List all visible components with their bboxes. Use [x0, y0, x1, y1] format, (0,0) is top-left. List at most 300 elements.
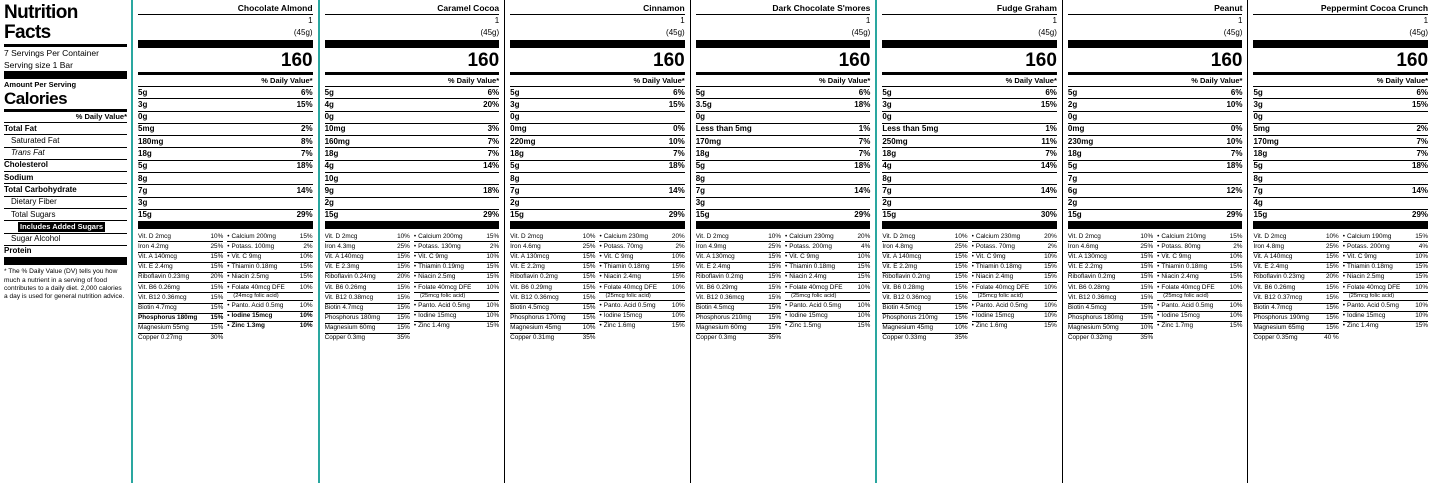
serving-size: Serving size 1 Bar: [4, 60, 73, 70]
micro-row: [1068, 242, 1153, 252]
micro-percent: 10%: [299, 283, 313, 291]
value-cholesterol: [696, 124, 871, 136]
micros-right: [599, 232, 684, 343]
micro-percent: 15%: [1229, 273, 1243, 281]
micro-percent: 15%: [954, 314, 968, 322]
micro-name: • Zinc 1.4mg: [1343, 322, 1379, 331]
amount: 5g: [695, 87, 706, 97]
micro-percent: 4%: [861, 242, 871, 250]
micro-name: Vit. E 2.4mg: [695, 263, 731, 271]
micro-row: [510, 263, 595, 273]
amount: 5g: [695, 161, 706, 171]
micro-name: • Vit. C 9mg: [414, 253, 448, 262]
value-protein: [1068, 210, 1243, 229]
micro-name: Riboflavin 0.2mg: [695, 273, 744, 281]
percent: 14%: [668, 185, 685, 195]
micro-percent: 20%: [210, 273, 224, 281]
variant-servings: 1: [1238, 16, 1243, 25]
value-total-sugars: [510, 173, 685, 185]
micro-name: • Niacin 2.4mg: [1157, 273, 1199, 282]
variant-title: Caramel Cocoa: [325, 3, 500, 15]
micronutrients: [696, 229, 871, 343]
amount: 5g: [138, 87, 148, 97]
divider-bar: [510, 40, 685, 48]
micros-left: [696, 232, 781, 343]
micro-percent: 15%: [954, 283, 968, 291]
micro-percent: 15%: [397, 252, 410, 260]
micro-percent: 40 %: [1324, 334, 1339, 342]
micro-percent: 15%: [768, 263, 782, 271]
value-total-sugars: [696, 173, 871, 185]
micro-row: [510, 334, 595, 343]
micro-name: • Niacin 2.5mg: [414, 273, 456, 282]
value-added-sugars: [510, 185, 685, 197]
micro-name: • Zinc 1.7mg: [1157, 322, 1193, 331]
micro-name: • Vit. C 9mg: [227, 253, 261, 262]
micro-row: [1343, 301, 1428, 311]
amount: 0g: [1253, 112, 1263, 122]
micro-percent: 10%: [857, 283, 871, 291]
micro-name: • Zinc 1.6mg: [599, 322, 635, 331]
percent: 7%: [1045, 148, 1057, 158]
micro-row: [325, 253, 410, 263]
micro-percent: 15%: [768, 303, 782, 311]
micro-row: [785, 273, 870, 283]
micro-name: • Calcium 230mg: [972, 233, 1021, 242]
amount: 0g: [324, 112, 334, 122]
micro-row: [227, 322, 312, 331]
micro-row: [785, 301, 870, 311]
percent: 29%: [854, 210, 871, 220]
amount: 6g: [1067, 185, 1078, 195]
amount: 18g: [510, 148, 524, 158]
micro-percent: 10%: [210, 232, 224, 240]
amount: 5mg: [1253, 124, 1270, 134]
micro-percent: 25%: [582, 242, 596, 250]
micro-row: [882, 293, 967, 303]
micro-name: • Niacin 2.5mg: [227, 273, 269, 282]
folic-acid-note: (25mcg folic acid): [1157, 293, 1242, 301]
micro-name: • Vit. C 9mg: [599, 253, 633, 262]
daily-value-header: % Daily Value*: [75, 112, 127, 121]
micro-percent: 10%: [671, 301, 685, 309]
micro-row: [325, 314, 410, 324]
micro-percent: 10%: [1415, 311, 1429, 319]
value-sodium: [1253, 136, 1428, 148]
micro-row: [414, 312, 499, 322]
micro-row: [414, 242, 499, 252]
micro-row: [972, 301, 1057, 311]
micro-name: • Thiamin 0.18mg: [227, 263, 277, 272]
variant-servings: 1: [680, 16, 685, 25]
micro-row: [414, 232, 499, 242]
nutrient-row-dietary-fiber: [4, 197, 127, 209]
value-total-carbohydrate: [510, 148, 685, 160]
micro-name: • Panto. Acid 0.5mg: [599, 302, 655, 311]
micro-name: Vit. D 2mcg: [882, 232, 916, 240]
percent: 18%: [296, 161, 313, 171]
micro-row: [882, 242, 967, 252]
variant-dv-header: % Daily Value*: [325, 75, 500, 87]
amount: 4g: [324, 161, 334, 171]
micro-percent: 10%: [954, 232, 968, 240]
micro-percent: 10%: [397, 232, 410, 240]
micro-name: • Vit. C 9mg: [972, 253, 1006, 262]
micro-row: [510, 242, 595, 252]
micro-percent: 15%: [582, 314, 596, 322]
value-sodium: [325, 136, 500, 148]
micro-row: [138, 293, 223, 303]
micro-row: [138, 304, 223, 314]
amount: 3g: [138, 99, 148, 109]
micro-percent: 15%: [397, 263, 410, 271]
micro-row: [599, 242, 684, 252]
micro-name: Vit. A 140mcg: [324, 252, 364, 260]
percent: 0%: [673, 124, 685, 134]
micro-row: [696, 334, 781, 343]
micro-row: [325, 304, 410, 314]
amount: 7g: [695, 185, 706, 195]
amount: 7g: [882, 185, 892, 195]
micro-percent: 2%: [1047, 242, 1057, 250]
micro-row: [510, 324, 595, 334]
variant-weight: (45g): [1038, 27, 1057, 37]
micros-right: [414, 232, 499, 343]
micro-row: [414, 283, 499, 293]
micro-percent: 15%: [768, 273, 782, 281]
nutrient-name: Saturated Fat: [11, 135, 60, 145]
micro-percent: 2%: [303, 242, 313, 250]
divider-bar: [882, 40, 1057, 48]
micro-name: Vit. B6 0.28mg: [882, 283, 925, 291]
micros-right: [972, 232, 1057, 343]
amount: 0g: [510, 112, 520, 122]
amount: 10g: [324, 173, 339, 183]
micro-row: [227, 273, 312, 283]
micro-percent: 10%: [299, 252, 313, 260]
micro-name: Vit. B12 0.36mcg: [138, 293, 187, 301]
amount: 3g: [695, 198, 706, 208]
amount: 3g: [510, 99, 520, 109]
micro-percent: 10%: [1140, 232, 1154, 240]
amount: 250mg: [882, 136, 908, 146]
micro-row: [599, 273, 684, 283]
micro-name: Magnesium 65mg: [1253, 324, 1305, 332]
micro-name: Iron 4.9mg: [695, 242, 727, 250]
value-sodium: [882, 136, 1057, 148]
micro-row: [696, 304, 781, 314]
amount: 2g: [510, 198, 520, 208]
value-total-sugars: [882, 173, 1057, 185]
micro-name: • Potass. 200mg: [1343, 243, 1390, 252]
micro-row: [227, 312, 312, 322]
amount: 5g: [510, 87, 520, 97]
micros-left: [510, 232, 595, 343]
micro-row: [510, 304, 595, 314]
nutrient-row-cholesterol: [4, 160, 127, 172]
micro-percent: 10%: [857, 252, 871, 260]
nutrient-row-saturated-fat: [4, 135, 127, 147]
value-sugar-alcohol: [510, 198, 685, 210]
micro-percent: 10%: [486, 283, 500, 291]
percent: 7%: [858, 136, 871, 146]
value-total-fat: [1068, 87, 1243, 99]
nutrient-name: Total Fat: [4, 123, 37, 133]
value-protein: [696, 210, 871, 229]
micro-row: [1343, 312, 1428, 322]
micro-percent: 15%: [397, 293, 410, 301]
percent: 18%: [668, 161, 685, 171]
micro-percent: 20%: [1044, 232, 1057, 240]
value-sugar-alcohol: [882, 198, 1057, 210]
micro-percent: 15%: [210, 283, 224, 291]
percent: 20%: [483, 99, 500, 109]
micro-percent: 15%: [210, 324, 224, 332]
amount: 0mg: [1067, 124, 1085, 134]
variant-title: Fudge Graham: [882, 3, 1057, 15]
micro-row: [414, 322, 499, 331]
micro-row: [414, 273, 499, 283]
micro-percent: 10%: [857, 311, 871, 319]
amount: 5g: [510, 161, 520, 171]
micro-percent: 15%: [1325, 324, 1339, 332]
micro-name: Copper 0.35mg: [1253, 334, 1298, 342]
micro-percent: 25%: [210, 242, 224, 250]
daily-value-footnote: * The % Daily Value (DV) tells you how much a nutrient in a serving of food contributes to a daily diet. 2,000 calories a day is used for general nutrition advice.: [4, 268, 125, 301]
micro-percent: 15%: [1325, 293, 1339, 301]
micro-percent: 15%: [1415, 322, 1429, 330]
percent: 18%: [854, 99, 871, 109]
value-cholesterol: [1253, 124, 1428, 136]
amount: 8g: [882, 173, 892, 183]
micro-name: • Panto. Acid 0.5mg: [972, 302, 1028, 311]
micro-row: [1157, 322, 1242, 331]
servings-per-container: 7 Servings Per Container: [4, 48, 99, 58]
micro-name: • Potass. 100mg: [227, 243, 274, 252]
micro-percent: 10%: [1415, 252, 1429, 260]
micro-percent: 15%: [1229, 322, 1243, 330]
micro-percent: 35%: [582, 334, 596, 342]
amount: 5g: [1067, 161, 1078, 171]
micro-row: [1253, 304, 1338, 314]
micro-row: [1253, 253, 1338, 263]
variant-weight: (45g): [293, 27, 313, 37]
variant-title: Cinnamon: [510, 3, 685, 15]
micronutrients: [510, 229, 685, 343]
micro-percent: 15%: [486, 322, 500, 330]
percent: 10%: [668, 136, 685, 146]
micro-name: • Panto. Acid 0.5mg: [227, 302, 283, 311]
micro-percent: 35%: [397, 334, 410, 342]
micro-row: [599, 283, 684, 293]
amount: 7g: [138, 185, 148, 195]
micro-percent: 25%: [768, 242, 782, 250]
nutrient-name: Includes Added Sugars: [20, 221, 104, 231]
value-dietary-fiber: [510, 161, 685, 173]
micro-name: • Calcium 230mg: [785, 233, 834, 242]
micro-percent: 15%: [582, 283, 596, 291]
divider-bar: [1068, 40, 1243, 48]
micro-row: [138, 253, 223, 263]
micro-percent: 10%: [1229, 301, 1243, 309]
value-sodium: [696, 136, 871, 148]
micro-name: Vit. B6 0.29mg: [695, 283, 738, 291]
percent: 15%: [1412, 99, 1429, 109]
micro-percent: 10%: [1044, 283, 1057, 291]
micro-name: • Thiamin 0.18mg: [599, 263, 649, 272]
micro-percent: 15%: [1140, 263, 1154, 271]
micro-name: Phosphorus 180mg: [138, 314, 198, 322]
micro-percent: 15%: [1140, 283, 1154, 291]
percent: 2%: [1416, 124, 1429, 134]
micro-row: [882, 283, 967, 293]
micro-percent: 30%: [210, 334, 224, 342]
micro-name: • Zinc 1.3mg: [227, 322, 265, 331]
micro-name: Vit. A 140mcg: [138, 252, 177, 260]
micro-row: [1157, 301, 1242, 311]
micro-row: [414, 301, 499, 311]
percent: 30%: [1040, 210, 1057, 220]
micro-row: [1068, 273, 1153, 283]
micro-percent: 10%: [671, 252, 685, 260]
micro-row: [325, 232, 410, 242]
amount: 15g: [138, 210, 152, 220]
micro-row: [138, 263, 223, 273]
micro-row: [1068, 293, 1153, 303]
value-total-carbohydrate: [1253, 148, 1428, 160]
micro-row: [1068, 253, 1153, 263]
micro-percent: 10%: [1229, 311, 1243, 319]
micro-percent: 15%: [582, 263, 596, 271]
micro-row: [599, 322, 684, 331]
micro-percent: 4%: [1418, 242, 1429, 250]
micro-name: • Calcium 200mg: [414, 233, 463, 242]
micro-name: Copper 0.27mg: [138, 334, 183, 342]
value-sodium: [138, 136, 313, 148]
micro-name: Riboflavin 0.2mg: [510, 273, 558, 281]
percent: 18%: [483, 185, 500, 195]
micro-row: [1253, 324, 1338, 334]
value-protein: [325, 210, 500, 229]
micro-percent: 10%: [1415, 301, 1429, 309]
amount: Less than 5mg: [882, 124, 939, 134]
micro-name: Vit. B6 0.28mg: [1067, 283, 1110, 291]
micro-percent: 15%: [397, 314, 410, 322]
micro-row: [414, 263, 499, 273]
micro-row: [325, 263, 410, 273]
micro-row: [138, 324, 223, 334]
micro-name: • Folate 40mcg DFE: [785, 284, 843, 293]
micro-name: Vit. E 2.2mg: [882, 263, 918, 271]
calories-label: Calories: [4, 89, 68, 108]
percent: 10%: [1226, 99, 1243, 109]
amount: 15g: [1067, 210, 1082, 220]
variant-servings: 1: [494, 16, 500, 25]
micro-percent: 15%: [397, 324, 410, 332]
micro-name: • Calcium 200mg: [227, 233, 276, 242]
micro-name: Iron 4.6mg: [1067, 242, 1099, 250]
micro-row: [1253, 314, 1338, 324]
value-protein: [510, 210, 685, 229]
micro-percent: 15%: [210, 293, 224, 301]
amount: 230mg: [1067, 136, 1094, 146]
micro-percent: 15%: [210, 252, 224, 260]
micro-percent: 15%: [1140, 252, 1154, 260]
variant-column-peanut: [1063, 0, 1249, 483]
micro-name: Copper 0.32mg: [1067, 334, 1112, 342]
micro-percent: 10%: [486, 252, 500, 260]
micro-name: Phosphorus 210mg: [695, 314, 752, 322]
micro-row: [599, 263, 684, 273]
micro-name: • Calcium 230mg: [599, 233, 648, 242]
value-sugar-alcohol: [1068, 198, 1243, 210]
micro-name: Vit. D 2mcg: [1253, 232, 1287, 240]
micro-row: [882, 314, 967, 324]
nutrient-row-trans-fat: [4, 148, 127, 160]
percent: 29%: [1226, 210, 1243, 220]
micronutrients: [325, 229, 500, 343]
micro-name: • Calcium 210mg: [1157, 233, 1206, 242]
micro-name: • Zinc 1.4mg: [414, 322, 450, 331]
micro-percent: 20%: [397, 273, 410, 281]
nutrient-row-sodium: [4, 172, 127, 184]
micro-name: Biotin 4.5mcg: [882, 303, 922, 311]
value-saturated-fat: [696, 99, 871, 111]
micro-percent: 15%: [1044, 322, 1057, 330]
nutrient-row-total-sugars: [4, 209, 127, 221]
micro-percent: 10%: [582, 324, 596, 332]
micro-row: [882, 263, 967, 273]
amount: 5g: [1067, 87, 1078, 97]
micro-name: Phosphorus 170mg: [510, 314, 566, 322]
micronutrients: [1253, 229, 1428, 343]
micro-percent: 10%: [1044, 252, 1057, 260]
value-total-carbohydrate: [696, 148, 871, 160]
micro-percent: 15%: [954, 252, 968, 260]
micro-name: Vit. B6 0.29mg: [510, 283, 552, 291]
variant-dv-header: % Daily Value*: [1068, 75, 1243, 87]
amount: 5g: [1253, 87, 1263, 97]
variant-dv-header: % Daily Value*: [882, 75, 1057, 87]
value-saturated-fat: [1253, 99, 1428, 111]
percent: 14%: [296, 185, 313, 195]
micro-percent: 10%: [1140, 324, 1154, 332]
value-total-sugars: [1068, 173, 1243, 185]
micro-name: Iron 4.3mg: [324, 242, 356, 250]
micro-name: Iron 4.6mg: [510, 242, 541, 250]
amount: 18g: [1067, 148, 1082, 158]
micro-row: [696, 253, 781, 263]
micro-percent: 15%: [299, 263, 313, 271]
micro-percent: 15%: [1044, 273, 1057, 281]
micro-row: [1253, 293, 1338, 303]
micro-name: • Zinc 1.6mg: [972, 322, 1008, 331]
amount: 8g: [510, 173, 520, 183]
percent: 7%: [487, 136, 500, 146]
variant-title: Peanut: [1068, 3, 1243, 15]
micro-percent: 10%: [1044, 311, 1057, 319]
amount: 5g: [882, 87, 892, 97]
micro-name: Vit. D 2mcg: [1067, 232, 1101, 240]
micro-row: [510, 232, 595, 242]
micro-percent: 10%: [1044, 301, 1057, 309]
micro-name: • Iodine 15mcg: [1343, 312, 1386, 321]
micro-percent: 20%: [857, 232, 871, 240]
percent: 6%: [1045, 87, 1057, 97]
micro-row: [1253, 273, 1338, 283]
variant-weight: (45g): [1409, 27, 1429, 37]
micro-row: [696, 283, 781, 293]
